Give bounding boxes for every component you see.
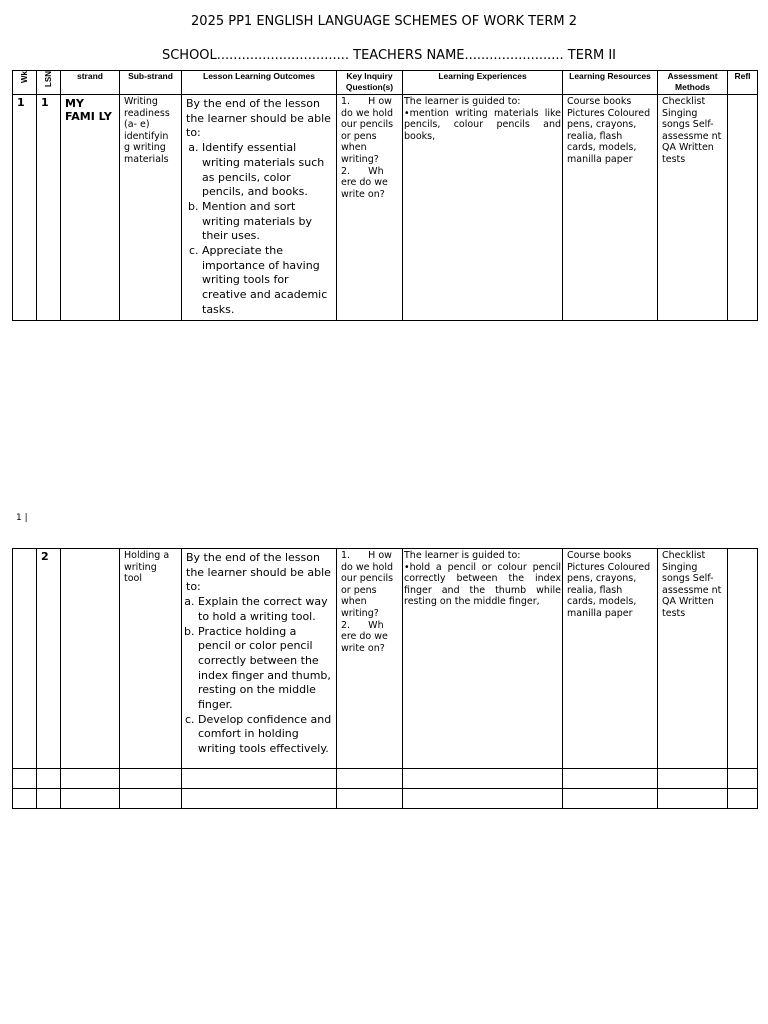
cell-lsn: 2	[37, 549, 61, 769]
header-row	[13, 71, 758, 95]
inquiry-item: 1. H ow do we hold our pencils or pens when writing?	[341, 550, 397, 619]
outcome-item: a. Explain the correct way to hold a writing tool.	[198, 595, 332, 624]
scheme-table-page-2	[12, 548, 758, 809]
table-row	[13, 95, 758, 321]
cell-assessment: Checklist Singing songs Self-assessme nt QA Written tests	[658, 549, 728, 769]
outcome-item: a. Identify essential writing materials such as pencils, color pencils, and books.	[202, 141, 332, 200]
document-title: 2025 PP1 ENGLISH LANGUAGE SCHEMES OF WORK TERM 2	[191, 14, 577, 29]
school-teacher-line: SCHOOL................................ TEACHERS NAME........................ TERM II	[161, 48, 617, 63]
experience-intro: The learner is guided to:	[404, 96, 521, 107]
empty-cell	[13, 789, 37, 809]
empty-cell	[120, 769, 182, 789]
cell-wk	[13, 549, 37, 769]
cell-wk: 1	[13, 95, 37, 321]
cell-resources: Course books Pictures Coloured pens, crayons, realia, flash cards, models, manilla paper	[563, 95, 658, 321]
header-refl: Refl	[728, 71, 758, 95]
outcome-list	[186, 595, 332, 757]
header-experiences: Learning Experiences	[403, 71, 563, 95]
empty-cell	[728, 769, 758, 789]
header-outcomes: Lesson Learning Outcomes	[182, 71, 337, 95]
empty-cell	[337, 769, 403, 789]
empty-cell	[658, 769, 728, 789]
empty-row	[13, 789, 758, 809]
outcome-item: c. Develop confidence and comfort in holding writing tools effectively.	[198, 713, 332, 757]
cell-experiences	[403, 549, 563, 769]
header-resources: Learning Resources	[563, 71, 658, 95]
outcome-intro: By the end of the lesson the learner should be able to:	[186, 97, 331, 140]
empty-cell	[120, 789, 182, 809]
empty-cell	[403, 769, 563, 789]
empty-cell	[728, 789, 758, 809]
header-assessment: Assessment Methods	[658, 71, 728, 95]
cell-substrand: Writing readiness (a- e) identifyin g writing materials	[120, 95, 182, 321]
header-lsn: LSN	[37, 71, 61, 95]
cell-experiences	[403, 95, 563, 321]
empty-cell	[61, 789, 120, 809]
empty-cell	[403, 789, 563, 809]
empty-cell	[182, 789, 337, 809]
header-inquiry: Key Inquiry Question(s)	[337, 71, 403, 95]
cell-outcomes	[182, 95, 337, 321]
cell-inquiry	[337, 95, 403, 321]
inquiry-item: 2. Wh ere do we write on?	[341, 165, 391, 200]
cell-substrand: Holding a writing tool	[120, 549, 182, 769]
empty-cell	[37, 769, 61, 789]
cell-refl	[728, 95, 758, 321]
empty-cell	[61, 769, 120, 789]
empty-row	[13, 769, 758, 789]
outcome-item: b. Mention and sort writing materials by their uses.	[202, 200, 332, 244]
outcome-intro: By the end of the lesson the learner should be able to:	[186, 551, 331, 594]
outcome-item: b. Practice holding a pencil or color pencil correctly between the index finger and thumb, resting on the middle finger.	[198, 625, 332, 713]
cell-resources: Course books Pictures Coloured pens, crayons, realia, flash cards, models, manilla paper	[563, 549, 658, 769]
empty-cell	[563, 769, 658, 789]
empty-cell	[658, 789, 728, 809]
cell-outcomes	[182, 549, 337, 769]
experience-item: •hold a pencil or colour pencil correctly between the index finger and the thumb while resting on the middle finger,	[404, 561, 561, 608]
empty-cell	[182, 769, 337, 789]
outcome-list	[186, 141, 332, 317]
empty-cell	[563, 789, 658, 809]
page-number: 1 |	[16, 513, 28, 523]
table-row	[13, 549, 758, 769]
empty-cell	[37, 789, 61, 809]
cell-strand	[61, 549, 120, 769]
cell-refl	[728, 549, 758, 769]
cell-inquiry	[337, 549, 403, 769]
experience-item: •mention writing materials like pencils, colour pencils and books,	[404, 107, 561, 142]
inquiry-item: 1. H ow do we hold our pencils or pens when writing?	[341, 96, 397, 165]
cell-lsn: 1	[37, 95, 61, 321]
header-strand: strand	[61, 71, 120, 95]
header-substrand: Sub-strand	[120, 71, 182, 95]
experience-intro: The learner is guided to:	[404, 550, 521, 561]
cell-strand: MY FAMI LY	[61, 95, 120, 321]
outcome-item: c. Appreciate the importance of having writing tools for creative and academic tasks.	[202, 244, 332, 318]
scheme-table-page-1	[12, 70, 758, 321]
empty-cell	[13, 769, 37, 789]
header-wk: Wk	[13, 71, 37, 95]
cell-assessment: Checklist Singing songs Self-assessme nt QA Written tests	[658, 95, 728, 321]
inquiry-item: 2. Wh ere do we write on?	[341, 619, 391, 654]
empty-cell	[337, 789, 403, 809]
